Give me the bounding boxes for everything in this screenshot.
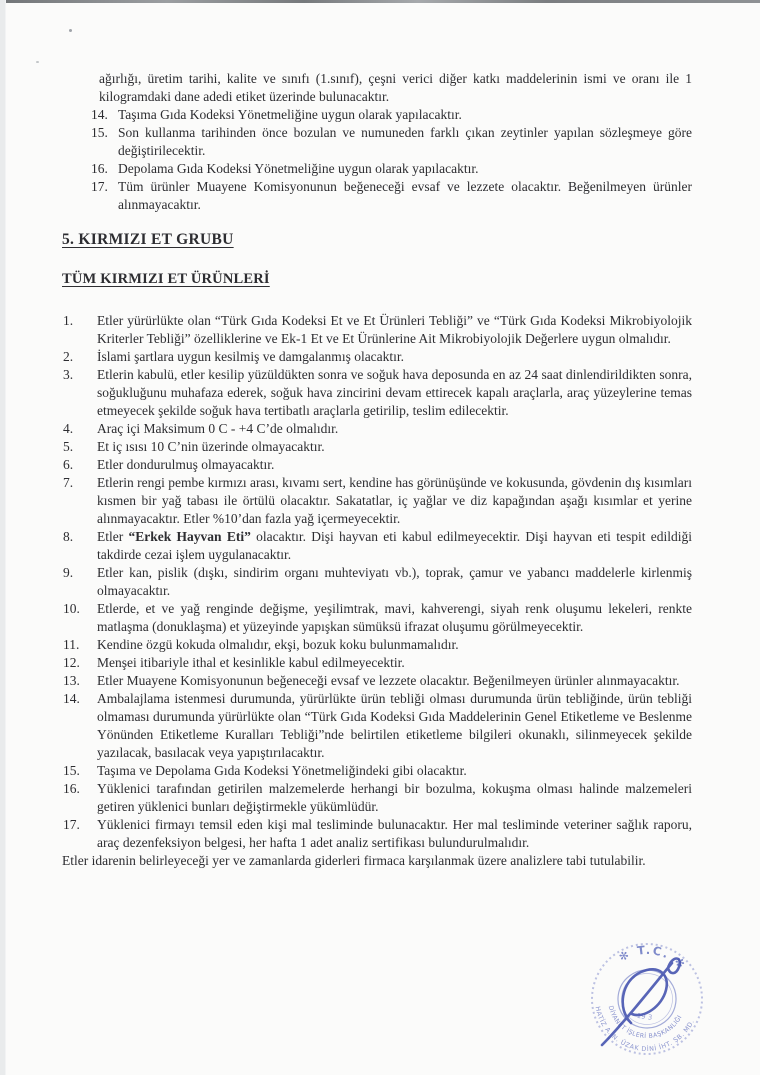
scan-edge-top — [0, 0, 760, 3]
list-item — [62, 474, 692, 528]
stamp-bottom-text: HATİZ A. N. ÜZAK DİNİ İHT. ŞB. MD. — [593, 1005, 697, 1054]
list-item-number: 14. — [91, 107, 108, 122]
list-item — [62, 348, 692, 366]
list-item — [62, 636, 692, 654]
document-body — [62, 70, 692, 870]
olive-continuation-paragraph: ağırlığı, üretim tarihi, kalite ve sınıfı (1.sınıf), çeşni verici diğer katkı maddelerinin ismi ve oranı ile 1 kilogramdaki dane adedi etiket üzerinde bulunacaktır. — [99, 71, 692, 104]
list-item-number: 15. — [91, 125, 108, 140]
list-item — [62, 456, 692, 474]
list-item — [62, 528, 692, 564]
list-item — [62, 312, 692, 348]
list-item — [62, 600, 692, 636]
list-item — [62, 762, 692, 780]
list-item-text: Yüklenici firmayı temsil eden kişi mal tesliminde bulunacaktır. Her mal tesliminde veteriner sağlık raporu, araç dezenfeksiyon belgesi, her hafta 1 adet analiz sertifikası bulundurulmalıdır. — [97, 817, 692, 850]
list-item-number: 8. — [63, 529, 74, 544]
list-item-text: Et iç ısısı 10 C’nin üzerinde olmayacaktır. — [97, 439, 325, 454]
list-item-text: İslami şartlara uygun kesilmiş ve damgalanmış olacaktır. — [97, 349, 405, 364]
list-item — [62, 654, 692, 672]
red-meat-list — [62, 312, 692, 852]
list-item-number: 5. — [63, 439, 74, 454]
list-item-number: 16. — [91, 161, 108, 176]
list-item-number: 11. — [63, 637, 80, 652]
list-item — [62, 816, 692, 852]
olive-list — [62, 106, 692, 214]
list-item-text: Etlerin kabulü, etler kesilip yüzüldükten sonra ve soğuk hava deposunda en az 24 saat dinlendirildikten sonra, soğukluğunu muhafaza ederek, soğuk hava zincirini devam ettirecek kapalı araçlarla, araç yüzeylerine temas etmeyecek şekilde soğuk hava tertibatlı araçlarla getirilip, teslim edilecektir. — [97, 367, 692, 418]
section-title: 5. KIRMIZI ET GRUBU — [62, 231, 234, 248]
list-item-number: 9. — [63, 565, 74, 580]
list-item-text: Son kullanma tarihinden önce bozulan ve numuneden farklı çıkan zeytinler yapılan sözleşmeye göre değiştirilecektir. — [118, 125, 692, 158]
list-item-text: Etler Muayene Komisyonunun beğeneceği evsaf ve lezzete olacaktır. Beğenilmeyen ürünler alınmayacaktır. — [97, 673, 680, 688]
list-item-text: Menşei itibariyle ithal et kesinlikle kabul edilmeyecektir. — [97, 655, 405, 670]
list-item-number: 2. — [63, 349, 74, 364]
list-item-number: 13. — [63, 673, 80, 688]
list-item-number: 4. — [63, 421, 74, 436]
official-stamp — [577, 929, 717, 1069]
list-item-text: Etlerin rengi pembe kırmızı arası, kıvamı sert, kendine has görünüşünde ve kokusunda, gövdenin dış kısımları kısmen bir yağ tabası ile örtülü olacaktır. Sakatatlar, iç yağlar ve diz kapağından aşağı kısımlar et yerine alınmayacaktır. Etler %10’dan fazla yağ içermeyecektir. — [97, 475, 692, 526]
list-item-number: 16. — [63, 781, 80, 796]
scan-edge-left — [0, 0, 6, 1075]
list-item-number: 17. — [91, 179, 108, 194]
scan-speck — [69, 29, 72, 32]
list-item-text: Depolama Gıda Kodeksi Yönetmeliğine uygun olarak yapılacaktır. — [118, 161, 479, 176]
list-item — [62, 672, 692, 690]
list-item-text: Taşıma ve Depolama Gıda Kodeksi Yönetmeliğindeki gibi olacaktır. — [97, 763, 467, 778]
list-item-text: Ambalajlama istenmesi durumunda, yürürlükte ürün tebliği olması durumunda ürün tebliğinde, ürün tebliği olmaması durumunda yürürlükte olan “Türk Gıda Kodeksi Gıda Maddelerinin Genel Etiketleme ve Beslenme Yönünden Etiketleme Kuralları Tebliği”nde belirtilen etiketleme bilgileri okunaklı, silinmeyecek şekilde yazılacak, basılacak veya yapıştırılacaktır. — [97, 691, 692, 760]
list-item-number: 6. — [63, 457, 74, 472]
list-item-text: Etler dondurulmuş olmayacaktır. — [97, 457, 275, 472]
list-item-text: Etler yürürlükte olan “Türk Gıda Kodeksi Et ve Et Ürünleri Tebliği” ve “Türk Gıda Kodeksi Mikrobiyolojik Kriterler Tebliği” özelliklerine ve Ek-1 Et ve Et Ürünlerine Ait Mikrobiyolojik Değerlere uygun olmalıdır. — [97, 313, 692, 346]
closing-paragraph: Etler idarenin belirleyeceği yer ve zamanlarda giderleri firmaca karşılanmak üzere analizlere tabi tutulabilir. — [62, 853, 646, 868]
list-item-number: 7. — [63, 475, 74, 490]
list-item — [62, 780, 692, 816]
list-item-number: 12. — [63, 655, 80, 670]
emphasized-text: “Erkek Hayvan Eti” — [128, 529, 251, 544]
list-item-text: Araç içi Maksimum 0 C - +4 C’de olmalıdır. — [97, 421, 339, 436]
list-item-text: Kendine özgü kokuda olmalıdır, ekşi, bozuk koku bulunmamalıdır. — [97, 637, 459, 652]
list-item — [62, 124, 692, 160]
list-item-number: 17. — [63, 817, 80, 832]
list-item — [62, 160, 692, 178]
list-item-text: Yüklenici tarafından getirilen malzemelerde herhangi bir bozulma, kokuşma olması halinde malzemeleri getiren yüklenici bunları değiştirmekle yükümlüdür. — [97, 781, 692, 814]
list-item-text: Etler kan, pislik (dışkı, sindirim organı muhteviyatı vb.), toprak, çamur ve yabancı maddelerle kirlenmiş olmayacaktır. — [97, 565, 692, 598]
list-item-number: 14. — [63, 691, 80, 706]
list-item-number: 15. — [63, 763, 80, 778]
list-item-text: olacaktır. Dişi hayvan eti kabul edilmeyecektir. Dişi hayvan eti tespit edildiği takdirde cezai işlem uygulanacaktır. — [97, 529, 692, 562]
list-item — [62, 690, 692, 762]
stamp-ring-text: DİYANET İŞLERİ BAŞKANLIĞI — [606, 1005, 684, 1041]
list-item — [62, 178, 692, 214]
list-item — [62, 438, 692, 456]
list-item-text: Taşıma Gıda Kodeksi Yönetmeliğine uygun olarak yapılacaktır. — [118, 107, 462, 122]
list-item — [62, 420, 692, 438]
list-item — [62, 366, 692, 420]
list-item-text: Etler — [97, 529, 129, 544]
list-item-number: 3. — [63, 367, 74, 382]
list-item-text: Tüm ürünler Muayene Komisyonunun beğeneceği evsaf ve lezzete olacaktır. Beğenilmeyen ürünler alınmayacaktır. — [118, 179, 692, 212]
scan-speck — [36, 61, 39, 63]
list-item — [62, 564, 692, 600]
stamp-inner-text: 19 3 — [636, 1011, 653, 1022]
subsection-title: TÜM KIRMIZI ET ÜRÜNLERİ — [62, 271, 270, 287]
stamp-top-text: ✻ T.C. ✻ — [616, 942, 690, 973]
list-item-number: 1. — [63, 313, 74, 328]
list-item-number: 10. — [63, 601, 80, 616]
list-item-text: Etlerde, et ve yağ renginde değişme, yeşilimtrak, mavi, kahverengi, siyah renk oluşumu lekeleri, renkte matlaşma (donuklaşma) et yüzeyinde yapışkan sümüksü ifrazat oluşumu görülmeyecektir. — [97, 601, 692, 634]
list-item — [62, 106, 692, 124]
